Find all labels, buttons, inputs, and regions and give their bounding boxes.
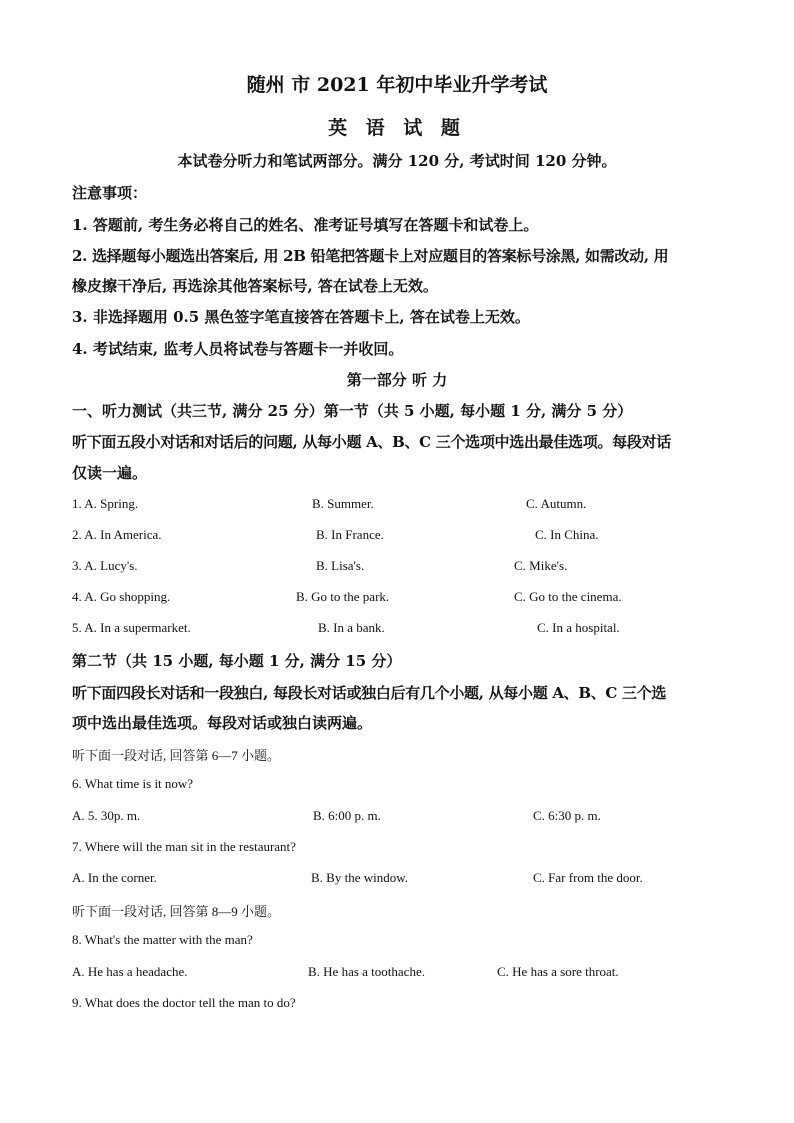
q2-option-c: C. In China. [535, 527, 599, 542]
q9-question: 9. What does the doctor tell the man to do? [72, 995, 296, 1010]
q3-option-c: C. Mike's. [514, 558, 568, 573]
part1-heading: 第一部分 听 力 [346, 371, 448, 389]
q6-option-c: C. 6:30 p. m. [533, 808, 601, 823]
q7-option-c: C. Far from the door. [533, 870, 643, 885]
q3-option-a: 3. A. Lucy's. [72, 558, 138, 573]
section1-instruction-line-1: 听下面五段小对话和对话后的问题, 从每小题 A、B、C 三个选项中选出最佳选项。每段对话 [72, 433, 671, 451]
section1-heading: 一、听力测试（共三节, 满分 25 分）第一节（共 5 小题, 每小题 1 分, 满分 5 分） [72, 402, 633, 420]
notice-heading: 注意事项： [72, 184, 148, 202]
section1-instruction-line-2: 仅读一遍。 [72, 464, 148, 482]
q6-option-b: B. 6:00 p. m. [313, 808, 381, 823]
section2-instruction-line-1: 听下面四段长对话和一段独白, 每段长对话或独白后有几个小题, 从每小题 A、B、C 三个选 [72, 684, 667, 702]
q8-option-a: A. He has a headache. [72, 964, 188, 979]
q3-option-b: B. Lisa's. [316, 558, 365, 573]
dialog-1-intro: 听下面一段对话, 回答第 6—7 小题。 [72, 748, 281, 763]
q2-option-b: B. In France. [316, 527, 384, 542]
q8-option-c: C. He has a sore throat. [497, 964, 619, 979]
q6-option-a: A. 5. 30p. m. [72, 808, 141, 823]
q6-question: 6. What time is it now? [72, 776, 194, 791]
q7-question: 7. Where will the man sit in the restaurant? [72, 839, 296, 854]
exam-intro: 本试卷分听力和笔试两部分。满分 120 分, 考试时间 120 分钟。 [177, 152, 617, 170]
q7-option-a: A. In the corner. [72, 870, 157, 885]
notice-item-1: 1. 答题前, 考生务必将自己的姓名、准考证号填写在答题卡和试卷上。 [72, 216, 539, 234]
q4-option-b: B. Go to the park. [296, 589, 390, 604]
q1-option-c: C. Autumn. [526, 496, 587, 511]
q4-option-a: 4. A. Go shopping. [72, 589, 171, 604]
q1-option-a: 1. A. Spring. [72, 496, 139, 511]
exam-title: 随州 市 2021 年初中毕业升学考试 [246, 74, 548, 96]
q5-option-c: C. In a hospital. [537, 620, 620, 635]
section2-instruction-line-2: 项中选出最佳选项。每段对话或独白读两遍。 [72, 714, 373, 732]
q8-option-b: B. He has a toothache. [308, 964, 425, 979]
q5-option-b: B. In a bank. [318, 620, 385, 635]
q8-question: 8. What's the matter with the man? [72, 932, 253, 947]
q7-option-b: B. By the window. [311, 870, 409, 885]
notice-item-3: 3. 非选择题用 0.5 黑色签字笔直接答在答题卡上, 答在试卷上无效。 [72, 308, 530, 326]
section2-heading: 第二节（共 15 小题, 每小题 1 分, 满分 15 分） [72, 652, 402, 670]
exam-subtitle: 英 语 试 题 [328, 117, 466, 139]
q5-option-a: 5. A. In a supermarket. [72, 620, 191, 635]
notice-item-2-line-2: 橡皮擦干净后, 再选涂其他答案标号, 答在试卷上无效。 [72, 277, 438, 295]
notice-item-4: 4. 考试结束, 监考人员将试卷与答题卡一并收回。 [72, 340, 404, 358]
notice-item-2-line-1: 2. 选择题每小题选出答案后, 用 2B 铅笔把答题卡上对应题目的答案标号涂黑, 如需改动, 用 [72, 247, 669, 265]
q1-option-b: B. Summer. [312, 496, 374, 511]
dialog-2-intro: 听下面一段对话, 回答第 8—9 小题。 [72, 904, 281, 919]
q2-option-a: 2. A. In America. [72, 527, 162, 542]
q4-option-c: C. Go to the cinema. [514, 589, 622, 604]
